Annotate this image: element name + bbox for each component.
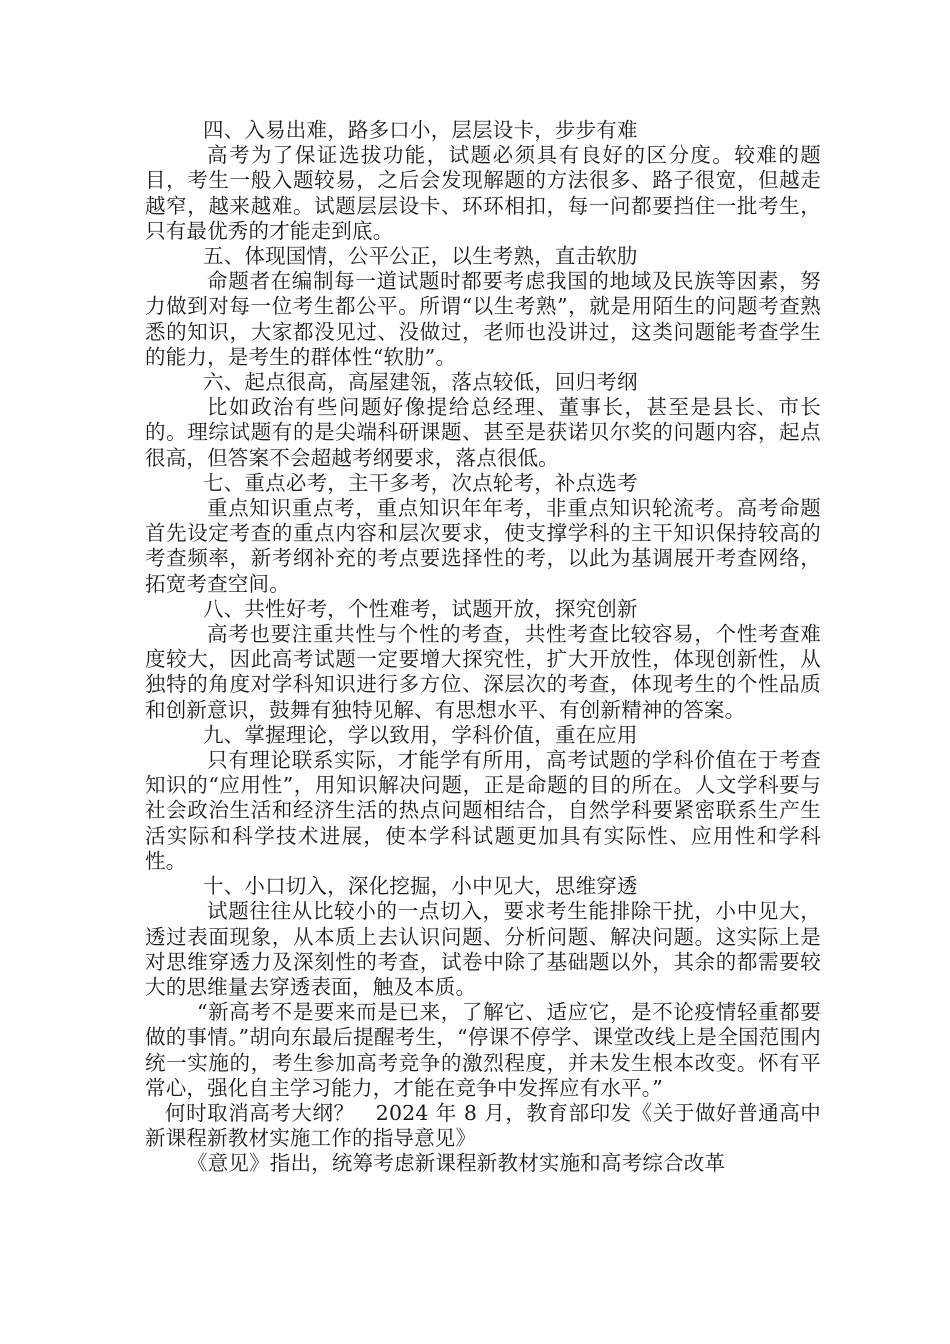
section-body-9: 只有理论联系实际，才能学有所用，高考试题的学科价值在于考查知识的“应用性”，用知识解决问题，正是命题的目的所在。人文学科要与社会政治生活和经济生活的热点问题相结合，自然学科要紧密联系生产生活实际和科学技术进展，使本学科试题更加具有实际性、应用性和学科性。 — [145, 748, 821, 873]
opinion-paragraph: 《意见》指出，统筹考虑新课程新教材实施和高考综合改革 — [187, 1151, 726, 1176]
section-body-5: 命题者在编制每一道试题时都要考虑我国的地域及民族等因素，努力做到对每一位考生都公平。所谓“以生考熟”，就是用陌生的问题考查熟悉的知识，大家都没见过、没做过，老师也没讲过，这类问题能考查学生的能力，是考生的群体性“软肋”。 — [145, 269, 821, 369]
section-body-6: 比如政治有些问题好像提给总经理、董事长，甚至是县长、市长的。理综试题有的是尖端科研课题、甚至是获诺贝尔奖的问题内容，起点很高，但答案不会超越考纲要求，落点很低。 — [145, 395, 821, 470]
section-body-8: 高考也要注重共性与个性的考查，共性考查比较容易，个性考查难度较大，因此高考试题一定要增大探究性，扩大开放性，体现创新性，从独特的角度对学科知识进行多方位、深层次的考查，体现考生的个性品质和创新意识，鼓舞有独特见解、有思想水平、有创新精神的答案。 — [145, 622, 821, 722]
section-heading-7: 七、重点必考，主干多考，次点轮考，补点选考 — [203, 470, 638, 495]
quote-paragraph: “新高考不是要来而是已来，了解它、适应它，是不论疫情轻重都要做的事情。”胡向东最后提醒考生，“停课不停学、课堂改线上是全国范围内统一实施的，考生参加高考竞争的激烈程度，并未发生根本改变。怀有平常心，强化自主学习能力，才能在竞争中发挥应有水平。” — [145, 1000, 821, 1100]
section-heading-9: 九、掌握理论，学以致用，学科价值，重在应用 — [203, 722, 638, 747]
section-heading-8: 八、共性好考，个性难考，试题开放，探究创新 — [203, 596, 638, 621]
section-body-4: 高考为了保证选拔功能，试题必须具有良好的区分度。较难的题目，考生一般入题较易，之后会发现解题的方法很多、路子很宽，但越走越窄，越来越难。试题层层设卡、环环相扣，每一问都要挡住一批考生，只有最优秀的才能走到底。 — [145, 143, 821, 243]
section-heading-6: 六、起点很高，高屋建瓴，落点较低，回归考纲 — [203, 370, 638, 395]
section-body-10: 试题往往从比较小的一点切入，要求考生能排除干扰，小中见大，透过表面现象，从本质上去认识问题、分析问题、解决问题。这实际上是对思维穿透力及深刻性的考查，试卷中除了基础题以外，其余的都需要较大的思维量去穿透表面，触及本质。 — [145, 899, 821, 999]
outline-question-paragraph: 何时取消高考大纲？ 2024 年 8 月，教育部印发《关于做好普通高中新课程新教材实施工作的指导意见》 — [145, 1100, 821, 1151]
section-body-7: 重点知识重点考，重点知识年年考，非重点知识轮流考。高考命题首先设定考查的重点内容和层次要求，使支撑学科的主干知识保持较高的考查频率，新考纲补充的考点要选择性的考，以此为基调展开考查网络，拓宽考查空间。 — [145, 496, 821, 596]
section-heading-4: 四、入易出难，路多口小，层层设卡，步步有难 — [203, 118, 638, 142]
section-heading-5: 五、体现国情，公平公正，以生考熟，直击软肋 — [203, 244, 638, 269]
document-page — [145, 118, 821, 1177]
section-heading-10: 十、小口切入，深化挖掘，小中见大，思维穿透 — [203, 874, 638, 899]
